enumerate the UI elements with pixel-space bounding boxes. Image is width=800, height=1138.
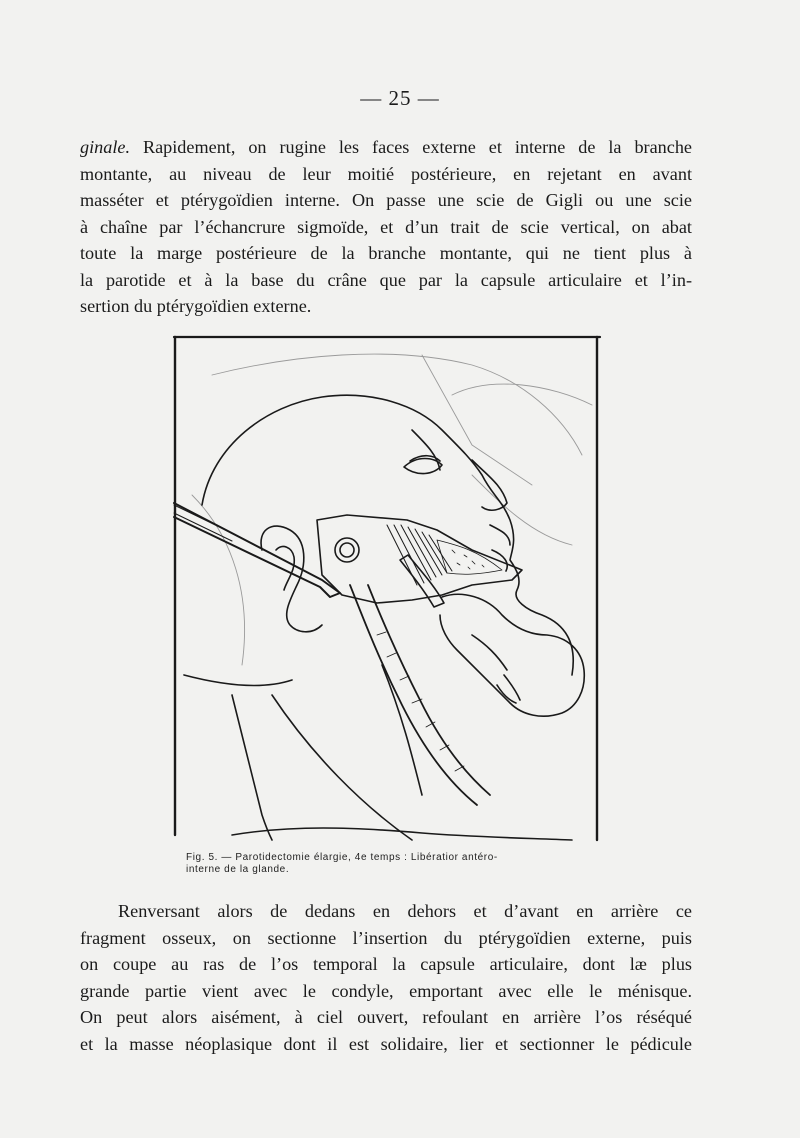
paragraph-line: masséter et ptérygoïdien interne. On passe une scie de Gigli ou une scie (80, 190, 692, 210)
caption-line: interne de la glande. (186, 864, 290, 875)
line-text: Rapidement, on rugine les faces externe et interne de la branche (130, 137, 692, 157)
paragraph-line: On peut alors aisément, à ciel ouvert, refoulant en arrière l’os réséqué (80, 1007, 692, 1027)
paragraph-line: la parotide et à la base du crâne que par la capsule articulaire et l’in- (80, 269, 692, 290)
paragraph-line: à chaîne par l’échancrure sigmoïde, et d’un trait de scie vertical, on abat (80, 216, 692, 237)
top-paragraph (80, 134, 692, 320)
vessel (350, 585, 477, 805)
paragraph-line: on coupe au ras de l’os temporal la capsule articulaire, dont læ plus (80, 954, 692, 974)
paragraph-line: et la masse néoplasique dont il est solidaire, lier et sectionner le pédicule (80, 1033, 692, 1054)
paragraph-line: toute la marge postérieure de la branche montante, qui ne tient plus à (80, 243, 692, 263)
paragraph-line: sertion du ptérygoïdien externe. (80, 296, 312, 316)
paragraph-line (80, 134, 692, 161)
italic-word: ginale. (80, 137, 131, 157)
paragraph-line: fragment osseux, on sectionne l’insertion du ptérygoïdien externe, puis (80, 927, 692, 948)
ear (261, 526, 322, 632)
page-number: — 25 — (360, 86, 440, 110)
figure-caption (186, 852, 616, 876)
surgical-illustration (172, 335, 602, 845)
shoulder-line (232, 828, 572, 840)
condyle (335, 538, 359, 562)
hatched-muscle (387, 525, 452, 585)
faint-background-figure (192, 354, 592, 665)
caption-line: Fig. 5. — Parotidectomie élargie, 4e temps : Libératior antéro- (186, 852, 498, 863)
bottom-paragraph (80, 898, 692, 1057)
stippled-gland (437, 540, 502, 574)
paragraph-line: montante, au niveau de leur moitié postérieure, en rejetant en avant (80, 163, 692, 184)
paragraph-line: Renversant alors de dedans en dehors et d’avant en arrière ce (118, 901, 692, 921)
illustration-drawing (172, 335, 602, 845)
paragraph-line: grande partie vient avec le condyle, emportant avec elle le ménisque. (80, 980, 692, 1001)
hand (440, 594, 584, 716)
